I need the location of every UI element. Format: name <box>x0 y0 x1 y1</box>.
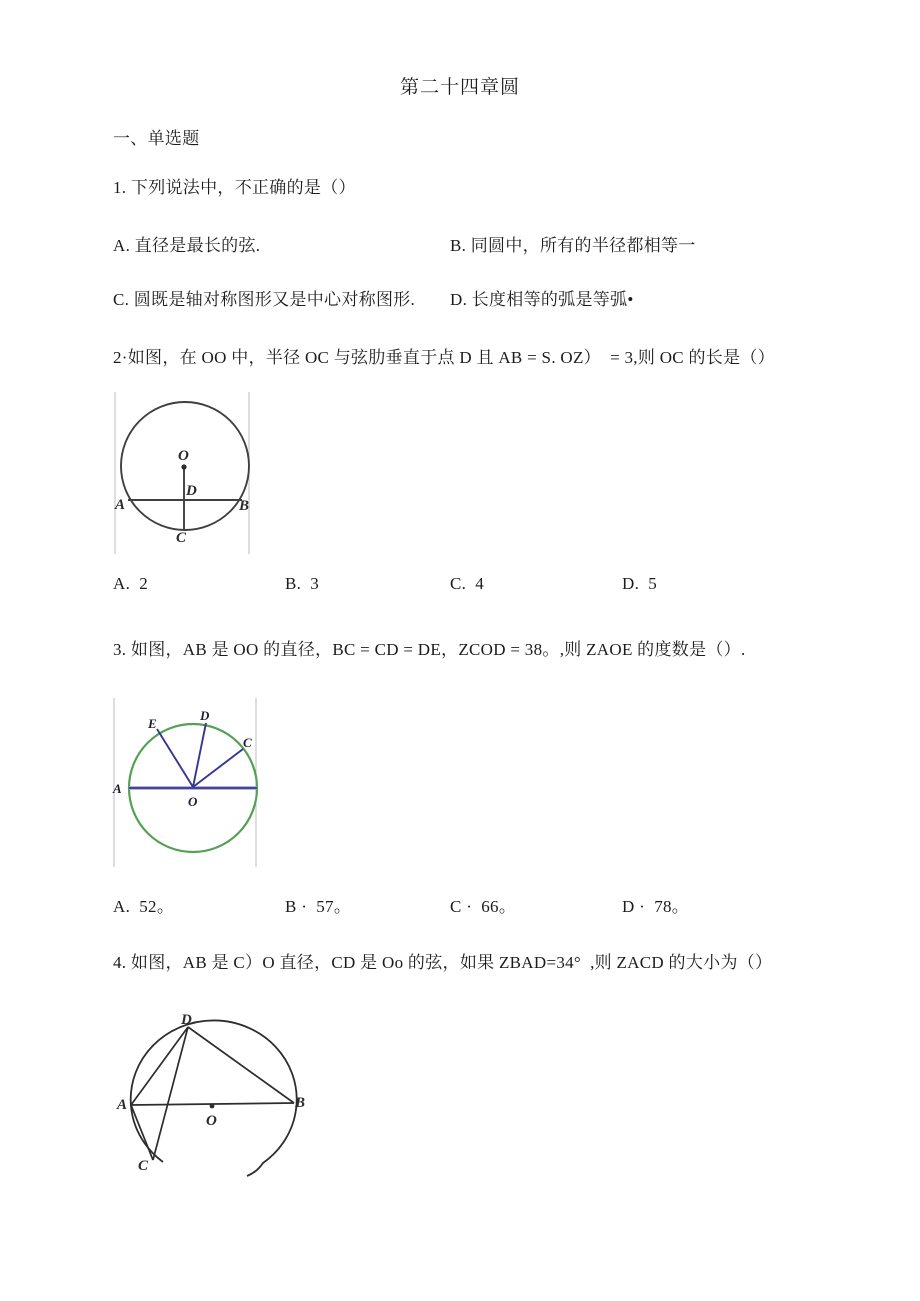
point-label-a: A <box>113 781 122 796</box>
chord-dc-line <box>153 1027 188 1160</box>
question-2-option-d: D. 5 <box>622 574 658 593</box>
question-2-option-a: A. 2 <box>113 574 149 593</box>
point-label-e: E <box>148 716 157 731</box>
point-label-o: O <box>188 794 198 809</box>
question-3-option-b: B · 57。 <box>285 897 352 916</box>
point-label-a: A <box>115 497 126 513</box>
question-2-option-c: C. 4 <box>450 574 485 593</box>
center-dot <box>181 464 186 469</box>
question-2-stem: 2·如图，在 OO 中，半径 OC 与弦肋垂直于点 D 且 AB = S. OZ） = 3,则 OC 的长是（） <box>113 348 775 367</box>
point-label-o: O <box>206 1113 217 1129</box>
point-label-d: D <box>181 1012 192 1028</box>
chord-db-line <box>188 1027 294 1103</box>
question-2-figure <box>103 386 263 561</box>
question-1-option-d: D. 长度相等的弧是等弧• <box>450 290 634 309</box>
point-label-a: A <box>117 1097 128 1113</box>
question-1-option-b: B. 同圆中，所有的半径都相等一 <box>450 236 696 255</box>
question-1-stem: 1. 下列说法中，不正确的是（） <box>113 178 356 197</box>
radius-oe-line <box>157 729 193 787</box>
chord-ac-line <box>131 1105 153 1160</box>
question-3-option-d: D · 78。 <box>622 897 690 916</box>
question-3-stem: 3. 如图，AB 是 OO 的直径，BC = CD = DE，ZCOD = 38。,则 ZAOE 的度数是（）. <box>113 640 746 659</box>
question-4-figure <box>93 1000 323 1195</box>
point-label-c: C <box>138 1158 149 1174</box>
radius-od-line <box>193 723 206 787</box>
question-2-option-b: B. 3 <box>285 574 320 593</box>
center-dot <box>210 1104 215 1109</box>
question-4-stem: 4. 如图，AB 是 C）O 直径，CD 是 Oo 的弦，如果 ZBAD=34° ,则 ZACD 的大小为（） <box>113 953 773 972</box>
point-label-d: D <box>186 483 197 499</box>
point-label-c: C <box>243 735 252 750</box>
question-1-option-a: A. 直径是最长的弦. <box>113 236 261 255</box>
point-label-c: C <box>176 530 187 546</box>
question-3-option-c: C · 66。 <box>450 897 517 916</box>
point-label-b: B <box>295 1095 306 1111</box>
question-1-option-c: C. 圆既是轴对称图形又是中心对称图形. <box>113 290 416 309</box>
point-label-b: B <box>239 498 250 514</box>
document-title: 第二十四章圆 <box>399 77 520 98</box>
point-label-d: D <box>200 708 210 723</box>
question-3-figure <box>103 692 268 874</box>
question-3-option-a: A. 52。 <box>113 897 175 916</box>
point-label-o: O <box>178 448 189 464</box>
section-heading: 一、单选题 <box>113 129 200 148</box>
